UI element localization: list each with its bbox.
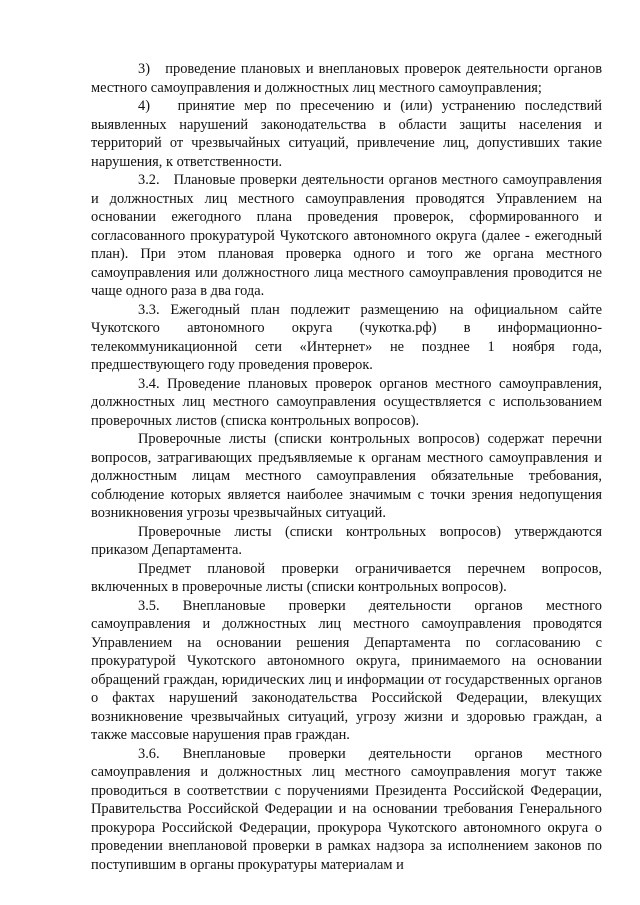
paragraph-inspection-subject: Предмет плановой проверки ограничивается перечнем вопросов, включенных в проверочные листы (списки контрольных вопросов).	[91, 560, 602, 595]
paragraph-item-3: 3) проведение плановых и внеплановых проверок деятельности органов местного самоуправления и должностных лиц местного самоуправления;	[91, 61, 602, 96]
paragraph-item-4: 4) принятие мер по пресечению и (или) устранению последствий выявленных нарушений законодательства в области защиты населения и территорий от чрезвычайных ситуаций, привлечение лиц, допустивших такие нарушения, к ответственности.	[91, 98, 602, 170]
paragraph-3-4: 3.4. Проведение плановых проверок органов местного самоуправления, должностных лиц местного самоуправления осуществляется с использованием проверочных листов (списка контрольных вопросов).	[91, 375, 602, 429]
paragraph-checklists-approval: Проверочные листы (списки контрольных вопросов) утверждаются приказом Департамента.	[91, 523, 602, 558]
paragraph-3-2: 3.2. Плановые проверки деятельности органов местного самоуправления и должностных лиц местного самоуправления проводятся Управлением на основании ежегодного плана проведения проверок, сформированного и согласованного прокуратурой Чукотского автономного округа (далее - ежегодный план). При этом плановая проверка одного и того же органа местного самоуправления или должностного лица местного самоуправления проводится не чаще одного раза в два года.	[91, 172, 602, 299]
paragraph-checklists-content: Проверочные листы (списки контрольных вопросов) содержат перечни вопросов, затрагивающих предъявляемые к органам местного самоуправления и должностным лицам местного самоуправления обязательные требования, соблюдение которых является наиболее значимым с точки зрения недопущения возникновения угрозы чрезвычайных ситуаций.	[91, 431, 602, 521]
paragraph-3-6: 3.6. Внеплановые проверки деятельности органов местного самоуправления и должностных лиц местного самоуправления могут также проводиться в соответствии с поручениями Президента Российской Федерации, Правительства Российской Федерации и на основании требования Генерального прокурора Российской Федерации, прокурора Чукотского автономного округа о проведении внеплановой проверки в рамках надзора за исполнением законов по поступившим в органы прокуратуры материалам и	[91, 745, 602, 873]
paragraph-3-3: 3.3. Ежегодный план подлежит размещению на официальном сайте Чукотского автономного округа (чукотка.рф) в информационно-телекоммуникационной сети «Интернет» не позднее 1 ноября года, предшествующего году проведения проверок.	[91, 301, 602, 373]
paragraph-3-5: 3.5. Внеплановые проверки деятельности органов местного самоуправления и должностных лиц местного самоуправления проводятся Управлением на основании решения Департамента по согласованию с прокуратурой Чукотского автономного округа, принимаемого на основании обращений граждан, юридических лиц и информации от государственных органов о фактах нарушений законодательства Российской Федерации, влекущих возникновение чрезвычайных ситуаций, угрозу жизни и здоровью граждан, а также массовые нарушения прав граждан.	[91, 597, 602, 743]
document-body	[91, 60, 602, 874]
